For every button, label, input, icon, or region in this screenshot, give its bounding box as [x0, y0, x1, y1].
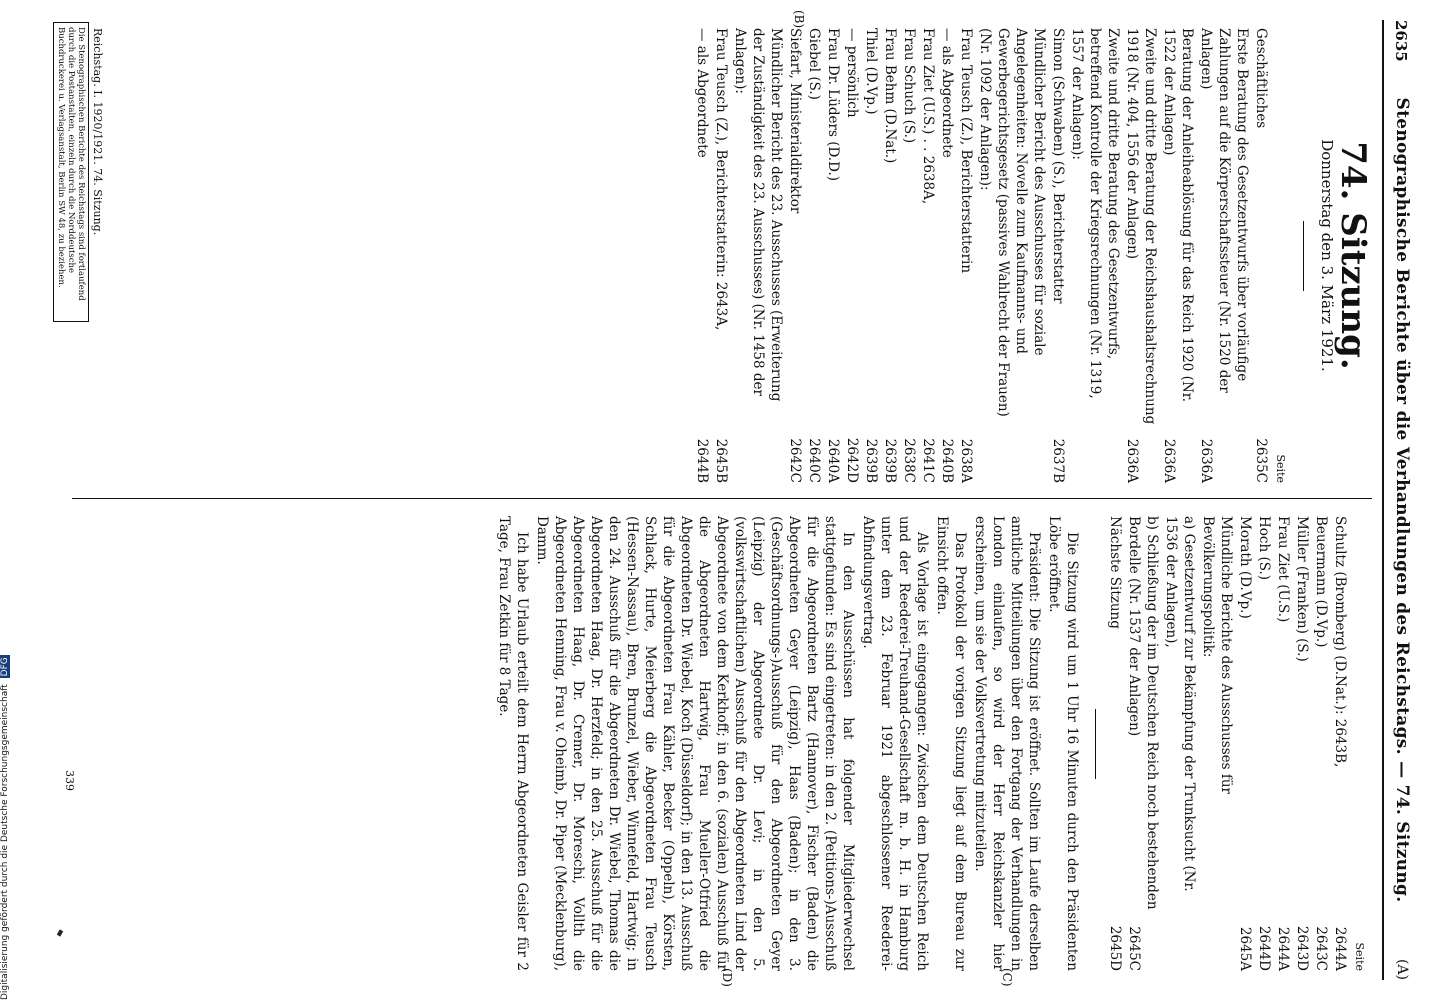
- toc-entry: [1106, 516, 1124, 971]
- digitization-credit: [0, 655, 10, 1000]
- toc-entry: [731, 28, 785, 483]
- toc-entry: [1162, 516, 1198, 971]
- toc-entry: [786, 28, 804, 483]
- toc-entry: [938, 28, 956, 483]
- seite-label: Seite: [1274, 454, 1287, 483]
- toc-entry-page: 2643D: [1294, 925, 1310, 971]
- toc-entry: [900, 28, 918, 483]
- toc-entry-text: Mündliche Berichte des Ausschusses für Bevölkerungspolitik:: [1200, 516, 1234, 794]
- left-toc: [693, 28, 1270, 483]
- toc-entry-text: Beratung der Anleiheablösung für das Reich 1920 (Nr. 1522 der Anlagen): [1161, 28, 1195, 403]
- toc-entry: [843, 28, 861, 483]
- toc-entry: [976, 28, 1048, 483]
- toc-entry-text: Beuermann (D.Vp.): [1313, 516, 1329, 648]
- toc-entry-page: 2645B: [713, 438, 729, 483]
- toc-entry-text: Morath (D.Vp.): [1237, 516, 1253, 619]
- subscription-stamp: Die Stenographischen Berichte des Reichstags sind fortlaufend durch die Postanstalten, einzeln durch die Norddeutsche Buchdruckerei u. Verlagsanstalt, Berlin SW 48, zu beziehen.: [53, 22, 89, 322]
- toc-entry-text: Giebel (S.): [806, 28, 822, 100]
- toc-entry: [1312, 516, 1330, 971]
- toc-entry-page: 2639B: [882, 438, 898, 483]
- section-mark-c: (C): [1000, 968, 1014, 987]
- toc-entry-page: 2638A: [958, 438, 974, 483]
- header-rule: [1382, 20, 1384, 980]
- toc-entry-text: Siefart, Ministerialdirektor: [787, 28, 803, 214]
- toc-entry-text: Frau Teusch (Z.), Berichterstatterin: [958, 28, 974, 274]
- toc-entry-text: Mündlicher Bericht des Ausschusses für soziale Angelegenheiten: Novelle zum Kaufmanns- und Gewerbegerichtsgesetz (passives Wahlrecht der Frauen) (Nr. 1092 der Anlagen):: [977, 28, 1047, 417]
- toc-entry-page: 2636A: [1161, 438, 1177, 483]
- toc-entry-page: 2638C: [901, 438, 917, 483]
- sheet-number: 339: [63, 770, 76, 791]
- toc-entry-page: 2640A: [825, 438, 841, 483]
- toc-entry-text: Zweite und dritte Beratung der Reichshaushaltsrechnung 1918 (Nr. 404, 1556 der Anlagen): [1124, 28, 1158, 425]
- toc-entry: [1125, 516, 1161, 971]
- toc-entry-page: 2643C: [1313, 926, 1329, 971]
- toc-entry-text: Geschäftliches: [1253, 28, 1269, 129]
- toc-entry: [1236, 516, 1254, 971]
- session-date: Donnerstag den 3. März 1921.: [1318, 139, 1336, 372]
- proceedings-paragraph: Das Protokoll der vorigen Sitzung liegt auf dem Bureau zur Einsicht offen.: [934, 516, 968, 971]
- toc-entry-text: Frau Dr. Lüders (D.D.): [825, 28, 841, 181]
- toc-entry-page: 2636A: [1124, 438, 1140, 483]
- dfg-logo: DFG: [0, 657, 10, 677]
- short-divider-right: [1095, 709, 1096, 779]
- section-mark-a: (A): [1394, 958, 1410, 980]
- toc-entry-page: 2645C: [1126, 926, 1142, 971]
- proceedings-text: [495, 516, 1081, 971]
- page-number: 2635: [1392, 20, 1410, 62]
- toc-entry: [824, 28, 842, 483]
- toc-entry-text: Schultz (Bromberg) (D.Nat.): 2643B,: [1332, 516, 1348, 768]
- proceedings-paragraph: Präsident: Die Sitzung ist eröffnet. Sollten im Laufe derselben amtliche Mitteilungen über den Fortgang der Verhandlungen in London einlaufen, so wird der Herr Reichskanzler hier erscheinen, um sie der Volksvertretung mitzuteilen.: [972, 516, 1042, 971]
- toc-entry: [1274, 516, 1292, 971]
- toc-entry-text: b) Schließung der im Deutschen Reich noch bestehenden Bordelle (Nr. 1537 der Anlagen): [1126, 516, 1160, 910]
- toc-entry-page: 2645A: [1237, 926, 1253, 971]
- toc-entry: [919, 28, 937, 483]
- toc-entry-text: Hoch (S.): [1256, 516, 1272, 581]
- toc-entry-text: a) Gesetzentwurf zur Bekämpfung der Trunksucht (Nr. 1536 der Anlagen),: [1163, 516, 1197, 892]
- toc-entry: [1255, 516, 1273, 971]
- toc-entry-page: 2640C: [806, 438, 822, 483]
- toc-entry-page: 2639B: [863, 438, 879, 483]
- section-mark-d: (D): [720, 968, 734, 987]
- toc-entry-text: Thiel (D.Vp.): [863, 28, 879, 115]
- toc-entry: [1160, 28, 1196, 483]
- toc-entry: [1197, 28, 1251, 483]
- section-mark-b: (B): [792, 10, 806, 29]
- toc-entry-page: 2637B: [1050, 438, 1066, 483]
- digitization-text: Digitalisierung gefördert durch die Deutsche Forschungsgemeinschaft: [0, 684, 10, 1000]
- toc-entry: [693, 28, 711, 483]
- toc-entry-text: Erste Beratung des Gesetzentwurfs über vorläufige Zahlungen auf die Körperschaftssteuer (Nr. 1520 der Anlagen): [1198, 28, 1250, 393]
- toc-entry-page: 2640B: [939, 438, 955, 483]
- toc-entry-page: 2636A: [1198, 438, 1214, 483]
- toc-entry: [805, 28, 823, 483]
- toc-entry-text: Frau Teusch (Z.), Berichterstatterin: 2643A,: [713, 28, 729, 331]
- toc-entry-page: 2635C: [1253, 438, 1269, 483]
- toc-entry-text: Simon (Schwaben) (S.), Berichterstatter: [1050, 28, 1066, 304]
- toc-entry: [881, 28, 899, 483]
- proceedings-paragraph: Die Sitzung wird um 1 Uhr 16 Minuten durch den Präsidenten Löbe eröffnet.: [1046, 516, 1080, 971]
- page-footer: Reichstag. I. 1920/1921. 74. Sitzung.: [91, 28, 104, 236]
- toc-entry: [1068, 28, 1122, 483]
- proceedings-paragraph: Als Vorlage ist eingegangen: Zwischen dem Deutschen Reich und der Reederei-Treuhand-Gesellschaft m. b. H. in Hamburg unter dem 23. Februar 1921 abgeschlossener Reederei-Abfindungsvertrag.: [860, 516, 930, 971]
- toc-entry-text: — als Abgeordnete: [694, 28, 710, 158]
- toc-entry-page: 2644D: [1256, 925, 1272, 971]
- toc-entry: [1252, 28, 1270, 483]
- toc-entry-text: Frau Schuch (S.): [901, 28, 917, 144]
- toc-entry: [1199, 516, 1235, 971]
- ink-blot: [57, 929, 63, 936]
- short-divider: [1303, 221, 1304, 291]
- toc-entry: [957, 28, 975, 483]
- left-column: [692, 10, 1373, 483]
- toc-entry-text: Frau Behm (D.Nat.): [882, 28, 898, 164]
- toc-entry-page: 2644A: [1332, 926, 1348, 971]
- toc-entry: [1293, 516, 1311, 971]
- toc-entry-text: Mündlicher Bericht des 23. Ausschusses (Erweiterung der Zuständigkeit des 23. Ausschusses) (Nr. 1458 der Anlagen):: [732, 28, 784, 402]
- toc-entry-page: 2645D: [1107, 925, 1123, 971]
- toc-entry-page: 2644A: [1275, 926, 1291, 971]
- toc-entry-text: Frau Ziet (U.S.) . . 2638A,: [920, 28, 936, 205]
- toc-entry: [862, 28, 880, 483]
- right-toc: [1106, 516, 1349, 971]
- column-divider: [72, 498, 1372, 499]
- toc-entry: [1123, 28, 1159, 483]
- toc-entry-text: — persönlich: [844, 28, 860, 118]
- toc-entry: [1049, 28, 1067, 483]
- toc-entry: [1331, 516, 1349, 971]
- session-title: 74. Sitzung.: [1333, 141, 1373, 370]
- toc-entry-page: 2642D: [844, 437, 860, 483]
- proceedings-paragraph: Ich habe Urlaub erteilt dem Herrn Abgeordneten Geisler für 2 Tage, Frau Zetkin für 8 Tage.: [496, 516, 530, 971]
- toc-entry-text: Frau Ziet (U.S.): [1275, 516, 1291, 623]
- toc-entry-page: 2642C: [787, 438, 803, 483]
- toc-entry-text: — als Abgeordnete: [939, 28, 955, 158]
- toc-entry-page: 2644B: [694, 438, 710, 483]
- toc-entry-text: Zweite und dritte Beratung des Gesetzentwurfs, betreffend Kontrolle der Kriegsrechnungen (Nr. 1319, 1557 der Anlagen):: [1069, 28, 1121, 399]
- right-column: [493, 516, 1368, 971]
- seite-label-right: Seite: [1353, 942, 1366, 971]
- toc-entry-text: Nächste Sitzung: [1107, 516, 1123, 629]
- header-title: Stenographische Berichte über die Verhandlungen des Reichstags. — 74. Sitzung.: [1392, 97, 1412, 903]
- proceedings-paragraph: In den Ausschüssen hat folgender Mitgliederwechsel stattgefunden: Es sind eingetreten: in den 2. (Petitions-)Ausschuß für die Abgeordneten Bartz (Hannover), Fischer (Baden) die Abgeordneten Geyer (Leipzig), Haas (Baden); in den 3. (Geschäftsordnungs-)Ausschuß für den Abgeordneten Geyer (Leipzig) der Abgeordnete Dr. Levi; in den 5. (volkswirtschaftlichen) Ausschuß für den Abgeordneten Lind der Abgeordnete von dem Kerkhoff; in den 6. (sozialen) Ausschuß für die Abgeordneten Hartwig, Frau Mueller-Otfried die Abgeordneten Dr. Wiebel, Koch (Düsseldorf); in den 13. Ausschuß für die Abgeordneten Frau Kähler, Becker (Oppeln), Körsten, Schlack, Hurte, Meierberg die Abgeordneten Frau Teusch (Hessen-Nassau), Bren, Brunzel, Wieber, Winnefeld, Hartwig; in den 24. Ausschuß für die Abgeordneten Dr. Wiebel, Thomas die Abgeordneten Haag, Dr. Herzfeld; in den 25. Ausschuß für die Abgeordneten Haag, Dr. Cremer, Dr. Moreschi, Vollth die Abgeordneten Henning, Frau v. Oheimb, Dr. Piper (Mecklenburg), Damm.: [534, 516, 856, 971]
- toc-entry: [712, 28, 730, 483]
- toc-entry-page: 2641C: [920, 438, 936, 483]
- toc-entry-text: Müller (Franken) (S.): [1294, 516, 1310, 662]
